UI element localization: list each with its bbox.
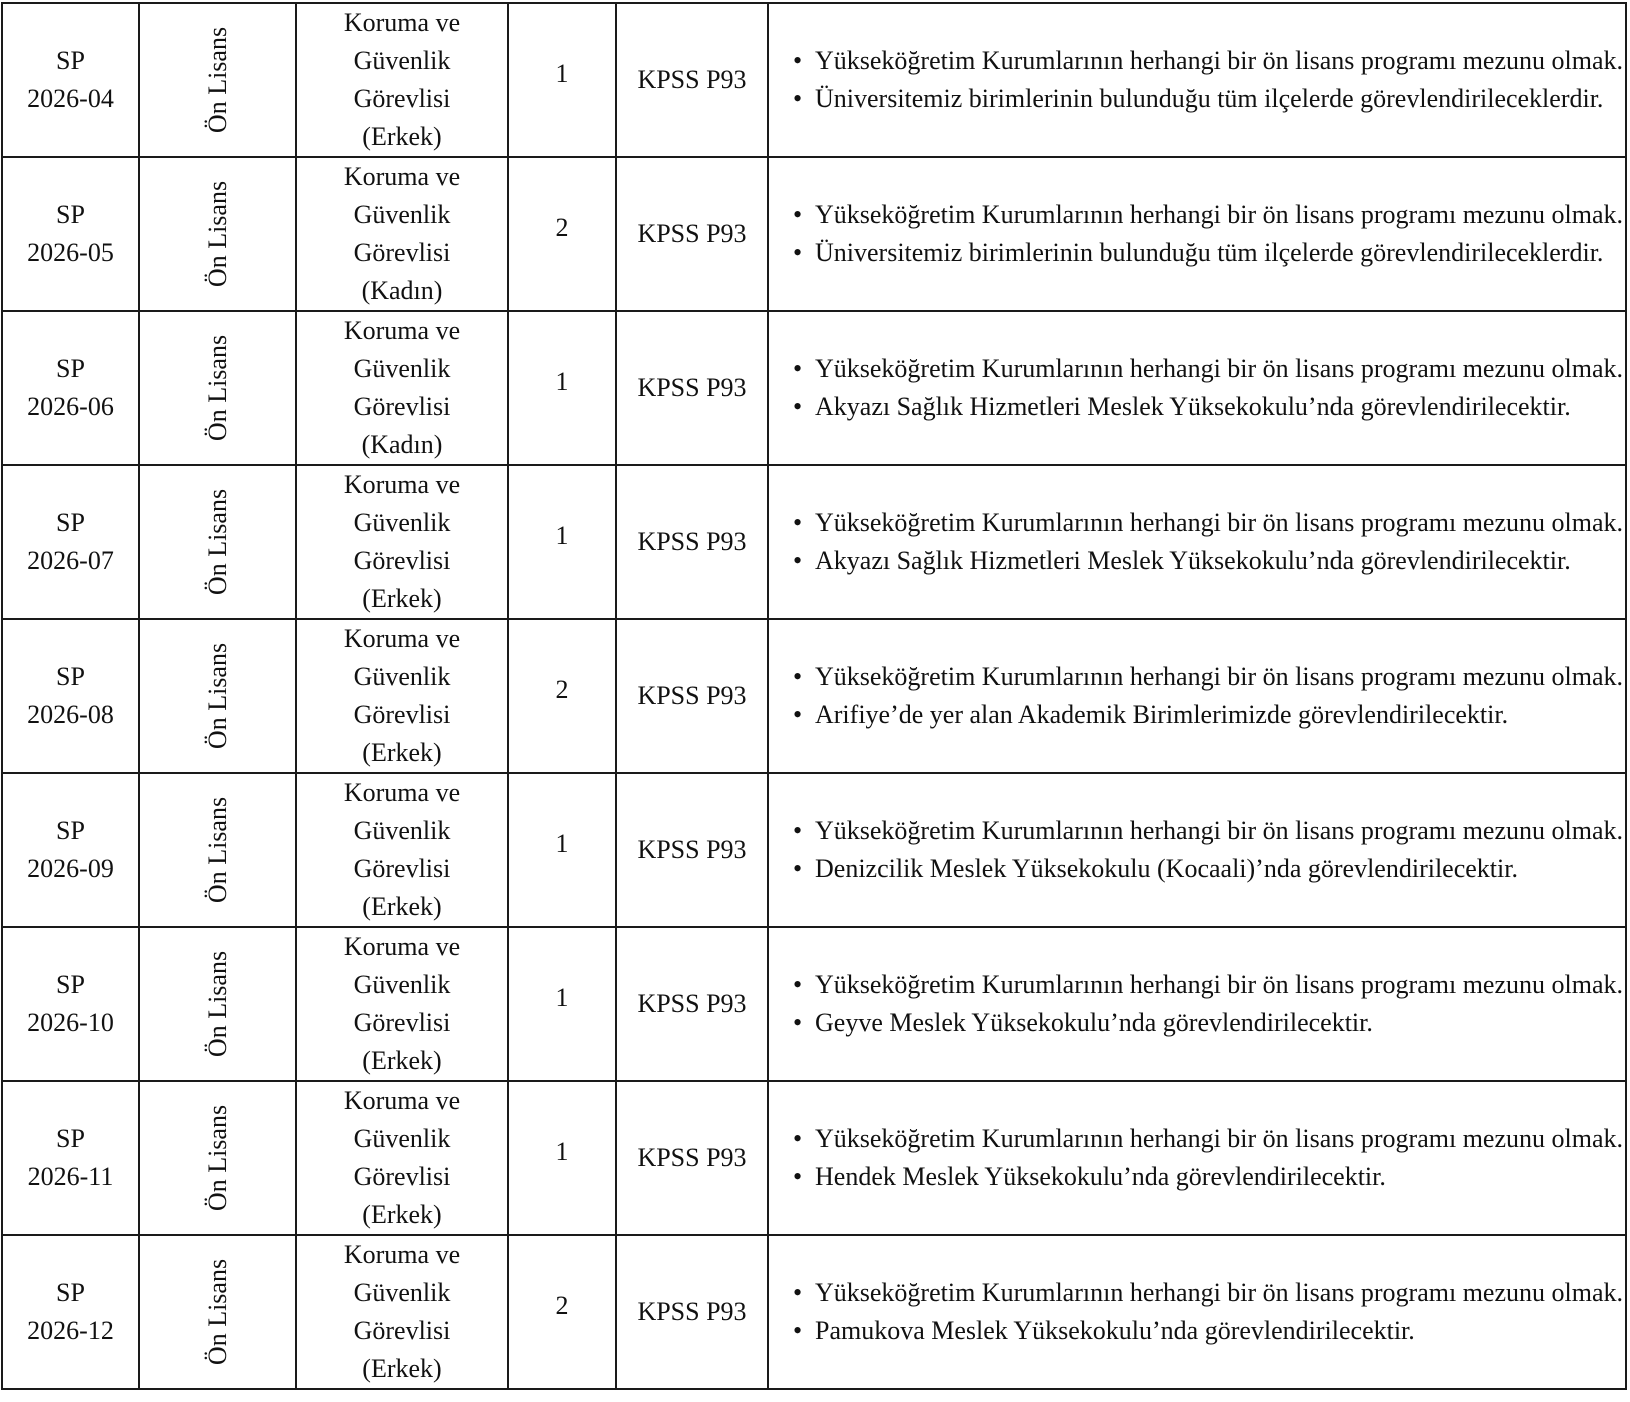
requirement-item: • Yükseköğretim Kurumlarının herhangi bir ön lisans programı mezunu olmak. xyxy=(815,1274,1625,1312)
requirements-cell xyxy=(768,3,1626,157)
table-row xyxy=(2,1235,1626,1389)
position-code-number: 2026-04 xyxy=(27,84,114,113)
requirement-item: • Yükseköğretim Kurumlarının herhangi bir ön lisans programı mezunu olmak. xyxy=(815,504,1625,542)
position-title-cell xyxy=(296,1235,508,1389)
kpss-score-type-cell xyxy=(616,773,768,927)
education-level-cell xyxy=(139,311,296,465)
position-title-line: Görevlisi xyxy=(353,1316,451,1345)
position-title-cell xyxy=(296,157,508,311)
position-title-line: Koruma ve xyxy=(343,316,461,345)
table-row xyxy=(2,1081,1626,1235)
requirement-item: • Yükseköğretim Kurumlarının herhangi bir ön lisans programı mezunu olmak. xyxy=(815,658,1625,696)
position-title-cell xyxy=(296,3,508,157)
position-code-cell xyxy=(2,3,139,157)
education-level: Ön Lisans xyxy=(202,334,232,442)
position-count: 1 xyxy=(555,829,569,858)
kpss-score-type-cell xyxy=(616,311,768,465)
position-code-number: 2026-06 xyxy=(27,392,114,421)
education-level: Ön Lisans xyxy=(202,180,232,288)
requirements-cell xyxy=(768,773,1626,927)
position-title-line: Görevlisi xyxy=(353,546,451,575)
position-count: 1 xyxy=(555,983,569,1012)
position-count-cell xyxy=(508,927,616,1081)
requirements-list xyxy=(769,1120,1625,1196)
position-code-cell xyxy=(2,465,139,619)
position-count-cell xyxy=(508,465,616,619)
table-row xyxy=(2,465,1626,619)
requirement-item: • Denizcilik Meslek Yüksekokulu (Kocaali)’nda görevlendirilecektir. xyxy=(815,850,1625,888)
position-code-prefix: SP xyxy=(56,354,85,383)
kpss-score-type: KPSS P93 xyxy=(637,835,747,864)
position-count-cell xyxy=(508,3,616,157)
kpss-score-type: KPSS P93 xyxy=(637,989,747,1018)
requirements-cell xyxy=(768,157,1626,311)
requirement-item: • Geyve Meslek Yüksekokulu’nda görevlendirilecektir. xyxy=(815,1004,1625,1042)
education-level: Ön Lisans xyxy=(202,796,232,904)
position-count: 1 xyxy=(555,1137,569,1166)
position-title-cell xyxy=(296,465,508,619)
position-title-line: Güvenlik xyxy=(353,46,451,75)
education-level: Ön Lisans xyxy=(202,1104,232,1212)
position-count-cell xyxy=(508,311,616,465)
position-count-cell xyxy=(508,773,616,927)
education-level: Ön Lisans xyxy=(202,1258,232,1366)
position-title-line: Görevlisi xyxy=(353,854,451,883)
requirement-item: • Yükseköğretim Kurumlarının herhangi bir ön lisans programı mezunu olmak. xyxy=(815,42,1625,80)
position-code-prefix: SP xyxy=(56,816,85,845)
position-code-cell xyxy=(2,311,139,465)
kpss-score-type-cell xyxy=(616,1081,768,1235)
requirements-list xyxy=(769,42,1625,118)
position-title-line: Görevlisi xyxy=(353,84,451,113)
position-title-gender: (Erkek) xyxy=(362,1046,442,1075)
requirements-list xyxy=(769,658,1625,734)
position-title-line: Görevlisi xyxy=(353,700,451,729)
requirements-list xyxy=(769,196,1625,272)
table-row xyxy=(2,311,1626,465)
position-code-prefix: SP xyxy=(56,1124,85,1153)
requirement-item: • Yükseköğretim Kurumlarının herhangi bir ön lisans programı mezunu olmak. xyxy=(815,812,1625,850)
table-row xyxy=(2,619,1626,773)
position-title-cell xyxy=(296,927,508,1081)
education-level-cell xyxy=(139,1235,296,1389)
position-title-gender: (Erkek) xyxy=(362,892,442,921)
education-level: Ön Lisans xyxy=(202,488,232,596)
position-title-line: Güvenlik xyxy=(353,662,451,691)
kpss-score-type-cell xyxy=(616,1235,768,1389)
requirement-item: • Pamukova Meslek Yüksekokulu’nda görevlendirilecektir. xyxy=(815,1312,1625,1350)
position-title-cell xyxy=(296,619,508,773)
position-count: 2 xyxy=(555,675,569,704)
position-code-number: 2026-11 xyxy=(27,1162,114,1191)
position-code-prefix: SP xyxy=(56,970,85,999)
position-code-number: 2026-08 xyxy=(27,700,114,729)
position-code-number: 2026-05 xyxy=(27,238,114,267)
kpss-score-type: KPSS P93 xyxy=(637,1297,747,1326)
requirements-cell xyxy=(768,1235,1626,1389)
position-code-cell xyxy=(2,157,139,311)
positions-table xyxy=(1,2,1627,1390)
education-level: Ön Lisans xyxy=(202,26,232,134)
position-count-cell xyxy=(508,1235,616,1389)
requirements-cell xyxy=(768,311,1626,465)
position-title-gender: (Kadın) xyxy=(361,430,443,459)
education-level-cell xyxy=(139,465,296,619)
requirement-item: • Akyazı Sağlık Hizmetleri Meslek Yüksekokulu’nda görevlendirilecektir. xyxy=(815,542,1625,580)
position-title-line: Güvenlik xyxy=(353,1124,451,1153)
position-title-line: Koruma ve xyxy=(343,932,461,961)
education-level: Ön Lisans xyxy=(202,642,232,750)
kpss-score-type-cell xyxy=(616,157,768,311)
position-code-number: 2026-10 xyxy=(27,1008,114,1037)
position-code-number: 2026-09 xyxy=(27,854,114,883)
kpss-score-type: KPSS P93 xyxy=(637,681,747,710)
position-code-number: 2026-07 xyxy=(27,546,114,575)
position-title-line: Güvenlik xyxy=(353,970,451,999)
position-count-cell xyxy=(508,1081,616,1235)
positions-table-body xyxy=(2,3,1626,1389)
education-level-cell xyxy=(139,773,296,927)
position-title-cell xyxy=(296,1081,508,1235)
kpss-score-type: KPSS P93 xyxy=(637,527,747,556)
requirements-cell xyxy=(768,1081,1626,1235)
position-title-gender: (Erkek) xyxy=(362,1354,442,1383)
position-title-line: Güvenlik xyxy=(353,1278,451,1307)
position-code-cell xyxy=(2,1235,139,1389)
requirement-item: • Üniversitemiz birimlerinin bulunduğu tüm ilçelerde görevlendirileceklerdir. xyxy=(815,80,1625,118)
requirements-list xyxy=(769,350,1625,426)
kpss-score-type-cell xyxy=(616,619,768,773)
requirement-item: • Yükseköğretim Kurumlarının herhangi bir ön lisans programı mezunu olmak. xyxy=(815,350,1625,388)
kpss-score-type: KPSS P93 xyxy=(637,65,747,94)
position-title-line: Görevlisi xyxy=(353,1008,451,1037)
position-title-gender: (Erkek) xyxy=(362,1200,442,1229)
position-title-gender: (Erkek) xyxy=(362,122,442,151)
requirements-cell xyxy=(768,927,1626,1081)
position-code-prefix: SP xyxy=(56,200,85,229)
position-title-line: Koruma ve xyxy=(343,162,461,191)
table-row xyxy=(2,157,1626,311)
position-title-line: Güvenlik xyxy=(353,816,451,845)
position-title-line: Görevlisi xyxy=(353,238,451,267)
position-title-cell xyxy=(296,773,508,927)
requirement-item: • Hendek Meslek Yüksekokulu’nda görevlendirilecektir. xyxy=(815,1158,1625,1196)
education-level-cell xyxy=(139,1081,296,1235)
position-title-gender: (Kadın) xyxy=(361,276,443,305)
position-title-line: Koruma ve xyxy=(343,778,461,807)
requirements-cell xyxy=(768,465,1626,619)
requirements-list xyxy=(769,812,1625,888)
position-count: 1 xyxy=(555,521,569,550)
position-code-cell xyxy=(2,773,139,927)
requirement-item: • Akyazı Sağlık Hizmetleri Meslek Yüksekokulu’nda görevlendirilecektir. xyxy=(815,388,1625,426)
education-level-cell xyxy=(139,3,296,157)
table-row xyxy=(2,773,1626,927)
position-title-line: Güvenlik xyxy=(353,508,451,537)
position-count-cell xyxy=(508,157,616,311)
education-level: Ön Lisans xyxy=(202,950,232,1058)
position-title-gender: (Erkek) xyxy=(362,584,442,613)
kpss-score-type-cell xyxy=(616,465,768,619)
education-level-cell xyxy=(139,157,296,311)
table-row xyxy=(2,3,1626,157)
requirements-cell xyxy=(768,619,1626,773)
position-title-line: Güvenlik xyxy=(353,354,451,383)
requirement-item: • Yükseköğretim Kurumlarının herhangi bir ön lisans programı mezunu olmak. xyxy=(815,966,1625,1004)
position-title-line: Koruma ve xyxy=(343,8,461,37)
table-row xyxy=(2,927,1626,1081)
requirements-list xyxy=(769,1274,1625,1350)
education-level-cell xyxy=(139,619,296,773)
position-code-prefix: SP xyxy=(56,1278,85,1307)
position-title-line: Görevlisi xyxy=(353,392,451,421)
position-title-line: Güvenlik xyxy=(353,200,451,229)
kpss-score-type-cell xyxy=(616,3,768,157)
kpss-score-type: KPSS P93 xyxy=(637,373,747,402)
position-code-prefix: SP xyxy=(56,508,85,537)
position-code-prefix: SP xyxy=(56,46,85,75)
position-title-line: Koruma ve xyxy=(343,624,461,653)
position-count: 1 xyxy=(555,367,569,396)
position-title-line: Görevlisi xyxy=(353,1162,451,1191)
position-title-line: Koruma ve xyxy=(343,1240,461,1269)
position-title-line: Koruma ve xyxy=(343,470,461,499)
requirement-item: • Yükseköğretim Kurumlarının herhangi bir ön lisans programı mezunu olmak. xyxy=(815,196,1625,234)
requirement-item: • Üniversitemiz birimlerinin bulunduğu tüm ilçelerde görevlendirileceklerdir. xyxy=(815,234,1625,272)
position-title-line: Koruma ve xyxy=(343,1086,461,1115)
position-code-number: 2026-12 xyxy=(27,1316,114,1345)
requirements-list xyxy=(769,966,1625,1042)
requirement-item: • Yükseköğretim Kurumlarının herhangi bir ön lisans programı mezunu olmak. xyxy=(815,1120,1625,1158)
position-code-cell xyxy=(2,619,139,773)
position-title-cell xyxy=(296,311,508,465)
education-level-cell xyxy=(139,927,296,1081)
requirement-item: • Arifiye’de yer alan Akademik Birimlerimizde görevlendirilecektir. xyxy=(815,696,1625,734)
kpss-score-type: KPSS P93 xyxy=(637,219,747,248)
position-code-prefix: SP xyxy=(56,662,85,691)
position-code-cell xyxy=(2,927,139,1081)
position-count: 1 xyxy=(555,59,569,88)
position-code-cell xyxy=(2,1081,139,1235)
requirements-list xyxy=(769,504,1625,580)
kpss-score-type: KPSS P93 xyxy=(637,1143,747,1172)
position-count: 2 xyxy=(555,1291,569,1320)
position-title-gender: (Erkek) xyxy=(362,738,442,767)
kpss-score-type-cell xyxy=(616,927,768,1081)
position-count-cell xyxy=(508,619,616,773)
position-count: 2 xyxy=(555,213,569,242)
